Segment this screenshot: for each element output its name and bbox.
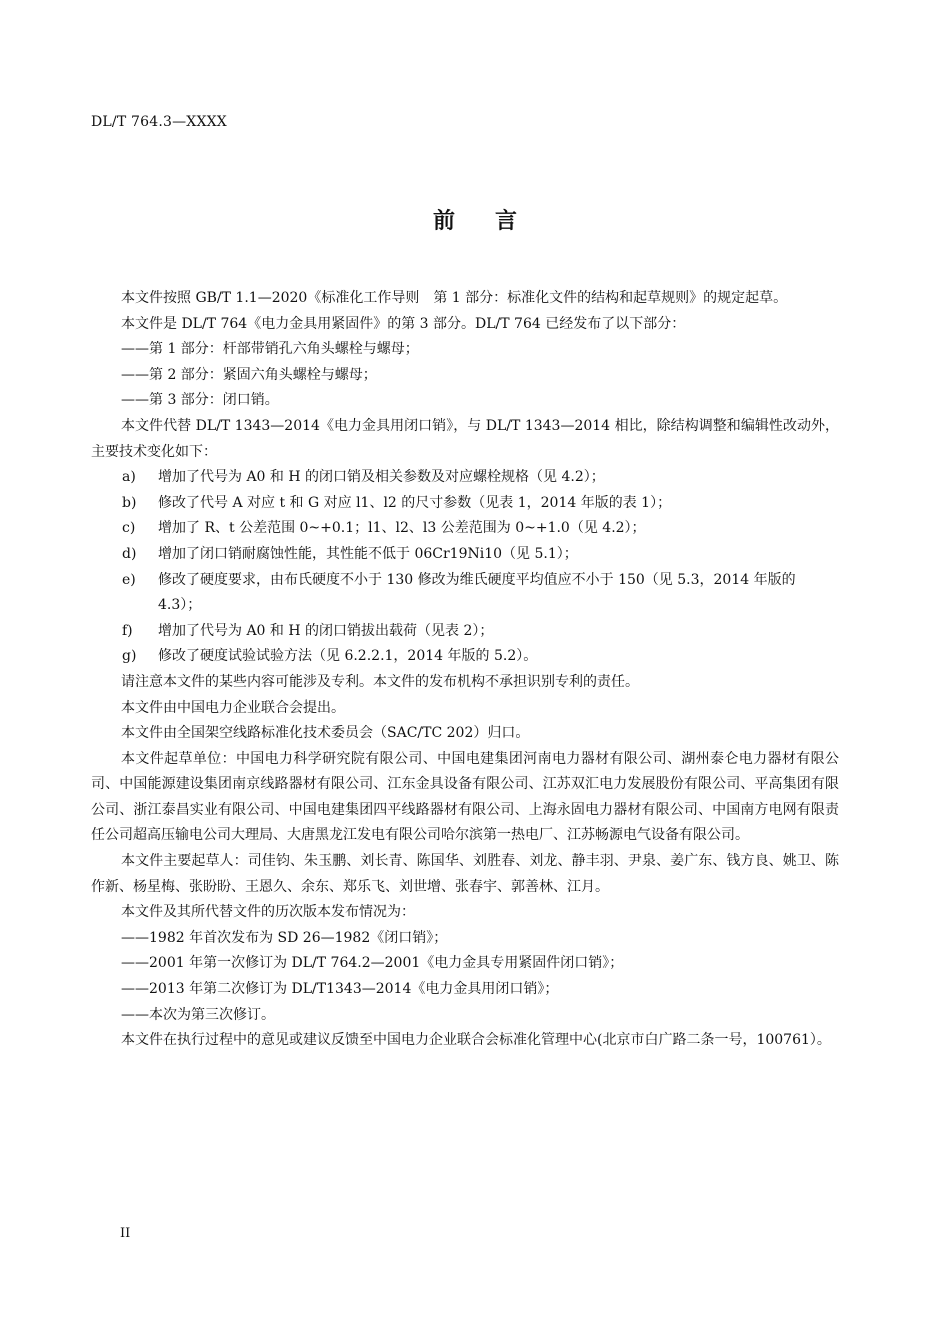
paragraph-feedback: 本文件在执行过程中的意见或建议反馈至中国电力企业联合会标准化管理中心(北京市白广路二条一号，100761）。 [121,1032,831,1049]
paragraph-committee: 本文件由全国架空线路标准化技术委员会（SAC/TC 202）归口。 [121,725,530,742]
change-text: 修改了硬度试验试验方法（见 6.2.2.1，2014 年版的 5.2）。 [158,648,538,665]
change-item [91,644,839,670]
page-number: II [120,1226,131,1241]
history-item: ——本次为第三次修订。 [121,1006,275,1023]
change-item [91,619,839,645]
list-marker: g) [122,648,137,665]
change-item [91,491,839,517]
page-title: 前言 [432,208,557,234]
paragraph-parts-intro: 本文件是 DL/T 764《电力金具用紧固件》的第 3 部分。DL/T 764 已经发布了以下部分： [121,315,686,332]
change-item [91,465,839,491]
part-item: ——第 1 部分：杆部带销孔六角头螺栓与螺母； [121,341,419,358]
change-text: 修改了硬度要求，由布氏硬度不小于 130 修改为维氏硬度平均值应不小于 150（见 5.3，2014 年版的 4.3）； [158,571,796,614]
change-item [91,516,839,542]
paragraph-patent-notice: 请注意本文件的某些内容可能涉及专利。本文件的发布机构不承担识别专利的责任。 [121,673,639,690]
foreword-body [91,286,839,1054]
part-item: ——第 3 部分：闭口销。 [121,392,279,409]
list-marker: a) [122,469,136,486]
change-text: 增加了 R、t 公差范围 0~+0.1；l1、l2、l3 公差范围为 0~+1.0（见 4.2）； [158,520,646,537]
paragraph-drafting-rules: 本文件按照 GB/T 1.1—2020《标准化工作导则 第 1 部分：标准化文件的结构和起草规则》的规定起草。 [121,290,788,306]
change-text: 增加了代号为 A0 和 H 的闭口销及相关参数及对应螺栓规格（见 4.2）； [158,469,605,486]
paragraph-drafting-units: 本文件起草单位：中国电力科学研究院有限公司、中国电建集团河南电力器材有限公司、湖州泰仑电力器材有限公司、中国能源建设集团南京线路器材有限公司、江东金具设备有限公司、江苏双汇电力发展股份有限公司、平高集团有限公司、浙江泰昌实业有限公司、中国电建集团四平线路器材有限公司、上海永固电力器材有限公司、中国南方电网有限责任公司超高压输电公司大理局、大唐黑龙江发电有限公司哈尔滨第一热电厂、江苏畅源电气设备有限公司。 [91,750,839,844]
document-code: DL/T 764.3—XXXX [91,114,227,130]
paragraph-history-intro: 本文件及其所代替文件的历次版本发布情况为： [121,904,415,921]
history-item: ——1982 年首次发布为 SD 26—1982《闭口销》； [121,929,448,946]
list-marker: e) [122,571,136,588]
change-text: 增加了闭口销耐腐蚀性能，其性能不低于 06Cr19Ni10（见 5.1）； [158,545,578,562]
history-item: ——2013 年第二次修订为 DL/T1343—2014《电力金具用闭口销》； [121,981,559,998]
change-item [91,542,839,568]
list-marker: c) [122,520,136,537]
list-marker: f) [122,622,133,639]
list-marker: d) [122,545,137,562]
paragraph-replaces: 本文件代替 DL/T 1343—2014《电力金具用闭口销》，与 DL/T 1343—2014 相比，除结构调整和编辑性改动外，主要技术变化如下： [91,417,839,460]
list-marker: b) [122,494,137,511]
paragraph-drafters: 本文件主要起草人：司佳钧、朱玉鹏、刘长青、陈国华、刘胜春、刘龙、静丰羽、尹泉、姜广东、钱方良、姚卫、陈作新、杨星梅、张盼盼、王恩久、余东、郑乐飞、刘世增、张春宇、郭善林、江月。 [91,853,839,895]
change-text: 增加了代号为 A0 和 H 的闭口销拔出载荷（见表 2）； [158,622,494,639]
change-text: 修改了代号 A 对应 t 和 G 对应 l1、l2 的尺寸参数（见表 1，2014 年版的表 1）； [158,494,672,511]
part-item: ——第 2 部分：紧固六角头螺栓与螺母； [121,366,377,383]
change-item [91,568,839,619]
paragraph-proposer: 本文件由中国电力企业联合会提出。 [121,699,345,716]
history-item: ——2001 年第一次修订为 DL/T 764.2—2001《电力金具专用紧固件闭口销》； [121,955,624,972]
